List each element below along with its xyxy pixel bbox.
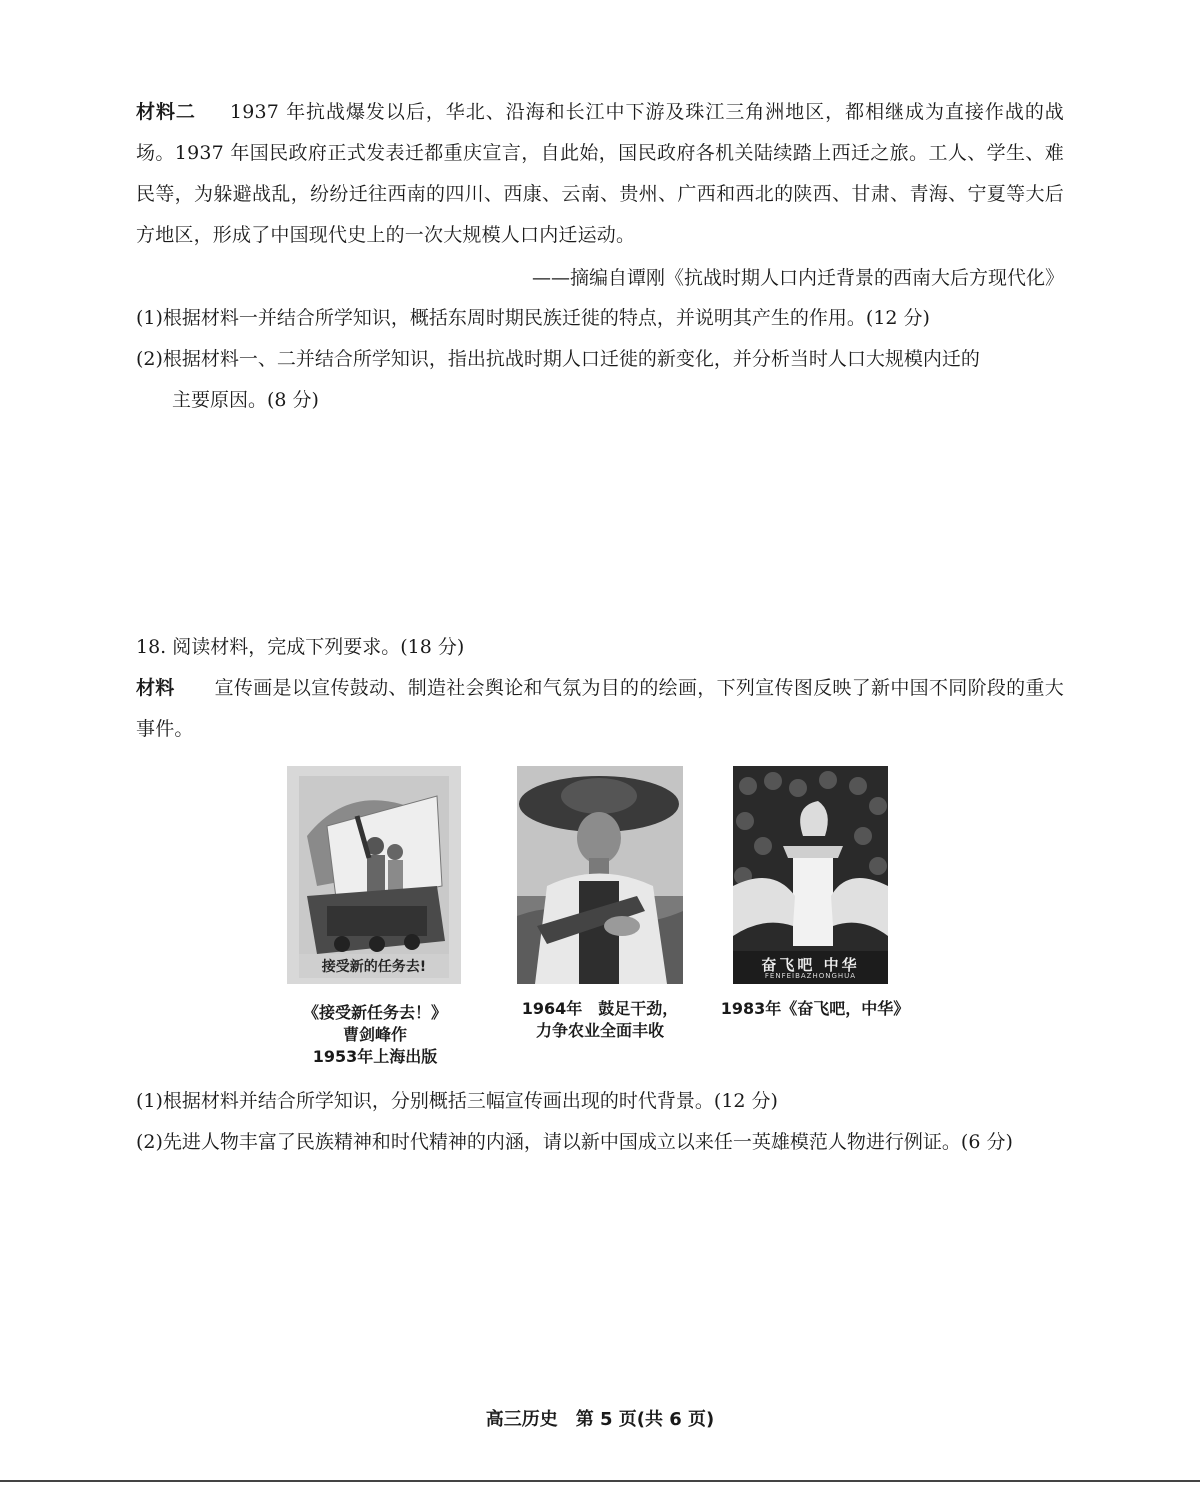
q18-sub2: (2)先进人物丰富了民族精神和时代精神的内涵，请以新中国成立以来任一英雄模范人物进行例证。(6 分) bbox=[136, 1131, 1013, 1153]
poster-image-1 bbox=[287, 766, 461, 984]
poster-3-illustration bbox=[733, 766, 888, 984]
material-two-paragraph bbox=[136, 92, 1064, 256]
poster-3-subtext: FENFEIBAZHONGHUA bbox=[764, 972, 857, 980]
poster-2-caption-line: 力争农业全面丰收 bbox=[535, 1021, 664, 1040]
poster-1-caption-line: 1953年上海出版 bbox=[312, 1047, 438, 1066]
page-footer: 高三历史 第 5 页(共 6 页) bbox=[485, 1409, 715, 1430]
poster-caption-2 bbox=[500, 998, 700, 1042]
poster-2-illustration bbox=[517, 766, 683, 984]
poster-image-3 bbox=[733, 766, 888, 984]
poster-caption-3 bbox=[700, 998, 930, 1020]
material-two-label: 材料二 bbox=[136, 101, 196, 123]
q17-sub1: (1)根据材料一并结合所学知识，概括东周时期民族迁徙的特点，并说明其产生的作用。(12 分) bbox=[136, 307, 930, 329]
poster-1-inscription: 接受新的任务去! bbox=[321, 959, 427, 975]
q17-sub2-line2: 主要原因。(8 分) bbox=[172, 389, 319, 411]
q18-material-paragraph bbox=[136, 668, 1064, 750]
poster-1-caption-line: 《接受新任务去！》 bbox=[302, 1003, 447, 1022]
poster-2-caption-line: 1964年 鼓足干劲， bbox=[521, 999, 679, 1018]
q18-material-label: 材料 bbox=[136, 677, 175, 699]
bottom-rule bbox=[0, 1480, 1200, 1482]
poster-image-2 bbox=[517, 766, 683, 984]
q18-sub1: (1)根据材料并结合所学知识，分别概括三幅宣传画出现的时代背景。(12 分) bbox=[136, 1090, 778, 1112]
q18-title: 18. 阅读材料，完成下列要求。(18 分) bbox=[136, 636, 465, 658]
material-two-text: 1937 年抗战爆发以后，华北、沿海和长江中下游及珠江三角洲地区，都相继成为直接作战的战场。1937 年国民政府正式发表迁都重庆宣言，自此始，国民政府各机关陆续踏上西迁之旅。工人、学生、难民等，为躲避战乱，纷纷迁往西南的四川、西康、云南、贵州、广西和西北的陕西、甘肃、青海、宁夏等大后方地区，形成了中国现代史上的一次大规模人口内迁运动。 bbox=[136, 101, 1064, 246]
poster-1-caption-line: 曹剑峰作 bbox=[342, 1025, 407, 1044]
q17-sub2-line1: (2)根据材料一、二并结合所学知识，指出抗战时期人口迁徙的新变化，并分析当时人口大规模内迁的 bbox=[136, 348, 980, 370]
poster-1-illustration bbox=[287, 766, 461, 984]
material-two-source: ——摘编自谭刚《抗战时期人口内迁背景的西南大后方现代化》 bbox=[531, 267, 1064, 289]
poster-3-caption-line: 1983年《奋飞吧，中华》 bbox=[720, 999, 910, 1018]
poster-3-inscription: 奋飞吧 中华 bbox=[761, 956, 860, 974]
q18-material-text: 宣传画是以宣传鼓动、制造社会舆论和气氛为目的的绘画，下列宣传图反映了新中国不同阶段的重大事件。 bbox=[136, 677, 1064, 740]
poster-caption-1 bbox=[275, 1002, 475, 1068]
